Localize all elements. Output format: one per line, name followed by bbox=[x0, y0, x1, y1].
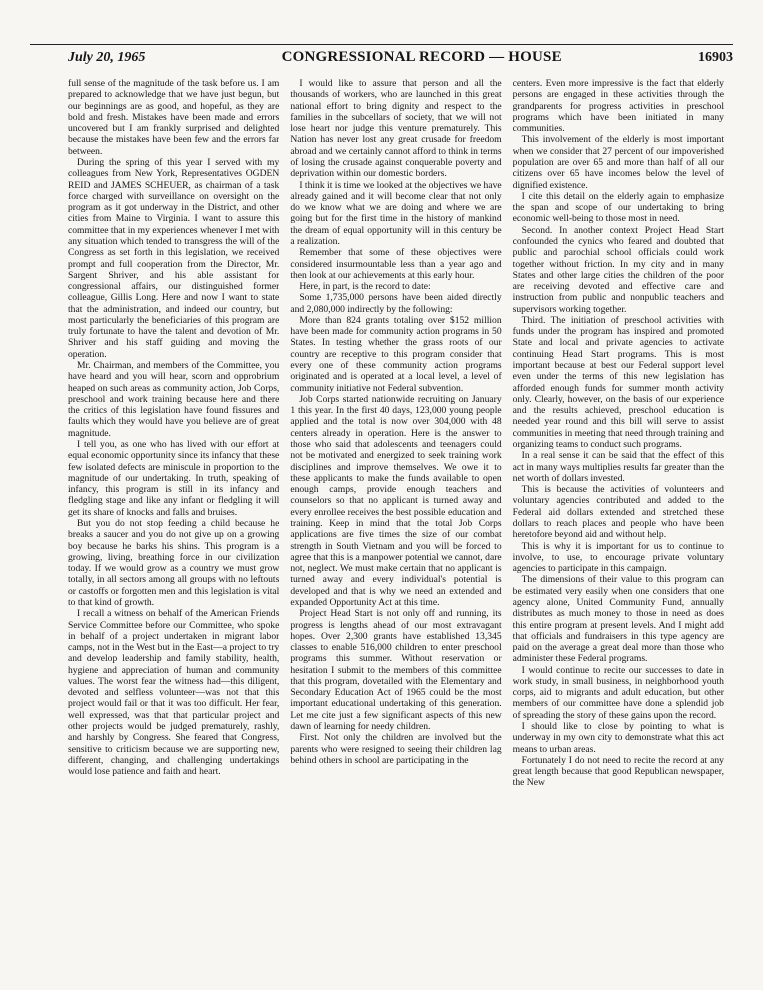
paragraph: More than 824 grants totaling over $152 million have been made for community action programs in 50 States. In testing whether the grass roots of our country are receptive to this program consider that every one of these community action programs originated and is operated at a local level, a level of community initiative not Federal subvention. bbox=[290, 314, 502, 394]
paragraph: I recall a witness on behalf of the American Friends Service Committee before our Committee, who spoke in behalf of a project undertaken in migrant labor camps, not in the West but in the East—a project to try and develop leadership and family stability, health, hygiene and appreciation of human and community values. The worst fear the witness had—this diligent, devoted and selfless volunteer—was not that this project would fail or that it was too difficult. Her fear, well expressed, was that that particular project and other projects would be judged prematurely, rashly, and harshly by Congress. She feared that Congress, sensitive to criticism because we are supporting new, different, changing, and challenging undertakings would lose patience and faith and heart. bbox=[68, 608, 280, 778]
paragraph: This is why it is important for us to continue to involve, to use, to encourage private voluntary agencies to participate in this campaign. bbox=[512, 540, 724, 575]
paragraph: I tell you, as one who has lived with our effort at equal economic opportunity since its infancy that these few isolated defects are miniscule in proportion to the magnitude of our undertaking. In truth, speaking of infancy, this program is still in its infancy and fledgling stage and like any infant or fledgling it will get its share of knocks and falls and bruises. bbox=[68, 439, 280, 518]
paragraph: This is because the activities of volunteers and voluntary agencies contributed and added to the Federal aid dollars extended and stretched these dollars to reach places and people who have been heretofore beyond aid and without help. bbox=[512, 484, 724, 541]
paragraph: I would like to assure that person and all the thousands of workers, who are launched in this great national effort to bring dignity and respect to the families in the subcellars of society, that we will not lose heart nor judge this venture prematurely. This Nation has never lost any great crusade for freedom abroad and we certainly cannot afford to think in terms of losing the crusade against conquerable poverty and deprivation within our domestic borders. bbox=[290, 78, 502, 180]
paragraph: This involvement of the elderly is most important when we consider that 27 percent of our impoverished population are over 65 and more than half of all our citizens over 65 have incomes below the level of dignified existence. bbox=[512, 134, 724, 191]
paragraph: First. Not only the children are involved but the parents who were resigned to seeing their children lag behind others in school are participating in the bbox=[290, 732, 502, 766]
paragraph: Job Corps started nationwide recruiting on January 1 this year. In the first 40 days, 123,000 young people applied and the total is now over 304,000 with 48 centers already in operation. Here is the answer to those who said that adolescents and teenagers could not be motivated and energized to seek training work disciplines and improve themselves. We owe it to these applicants to make the funds available to open enough camps, provide enough teachers and counselors so that no applicant is turned away and every enrollee receives the best possible education and training. Keep in mind that the total Job Corps applications are five times the size of our combat strength in South Vietnam and you will be forced to agree that this is a manpower potential we cannot, dare not, neglect. We must make certain that no applicant is turned away and every individual's potential is developed and that is why we need an extended and expanded Opportunity Act at this time. bbox=[290, 393, 502, 608]
paragraph: Second. In another context Project Head Start confounded the cynics who feared and doubted that public and parochial school officials could work together without friction. In my city and in many States and other large cities the children of the poor are receiving devoted and effective care and instruction from public and nonpublic teachers and supervisors working together. bbox=[512, 224, 724, 315]
text-columns bbox=[68, 78, 724, 978]
paragraph: Fortunately I do not need to recite the record at any great length because that good Republican newspaper, the New bbox=[512, 754, 724, 789]
top-rule bbox=[30, 44, 733, 45]
paragraph: The dimensions of their value to this program can be estimated very easily when one considers that one agency alone, United Community Fund, annually distributes as much money to those in need as does this entire program at present levels. And I might add that officials and fundraisers in this type agency are paid on the average a great deal more than those who administer these Federal programs. bbox=[512, 574, 724, 665]
column-2 bbox=[290, 78, 501, 978]
paragraph: In a real sense it can be said that the effect of this act in many ways multiplies results far greater than the net worth of dollars invested. bbox=[512, 450, 724, 484]
paragraph: But you do not stop feeding a child because he breaks a saucer and you do not give up on a growing boy because he barks his shins. This program is a growing, living, breathing force in our civilization today. If we would grow as a country we must grow totally, in all sectors among all groups with no leftouts or castoffs or forgotten men and this legislation is vital to that kind of growth. bbox=[68, 517, 280, 608]
paragraph: Project Head Start is not only off and running, its progress is lengths ahead of our most extravagant hopes. Over 2,300 grants have established 13,345 classes to enable 516,000 children to enter preschool programs this summer. Without reservation or hesitation I submit to the members of this committee that this program, dovetailed with the Elementary and Secondary Education Act of 1965 could be the most important educational undertaking of this generation. Let me cite just a few significant aspects of this new dawn of learning for needy children. bbox=[290, 608, 502, 733]
column-1 bbox=[68, 78, 279, 978]
page-header bbox=[68, 49, 733, 71]
paragraph: Third. The initiation of preschool activities with funds under the program has inspired and promoted State and local and private agencies to activate continuing Head Start programs. This is most important because at best our Federal support level even under the terms of this new legislation has afforded enough funds for summer month activity only. Clearly, however, on the basis of our experience and the results achieved, preschool education is needed year round and this bill will serve to assist communities in meeting that need through training and organizing teams to conduct such programs. bbox=[512, 314, 724, 450]
paragraph: Remember that some of these objectives were considered insurmountable less than a year ago and then look at our achievements at this early hour. bbox=[290, 247, 502, 281]
paragraph: During the spring of this year I served with my colleagues from New York, Representatives OGDEN REID and JAMES SCHEUER, as chairman of a task force charged with surveillance on oversight on the program as it got underway in the District, and other cities from Maine to Virginia. I want to assure this committee that in my experiences whenever I met with any situation which tended to transgress the will of the Congress as set forth in this legislation, we received prompt and full cooperation from the Director, Mr. Sargent Shriver, and his able assistant for congressional affairs, our distinguished former colleague, Gillis Long. Here and now I want to state that the administration, and indeed our country, but most particularly the beneficiaries of this program are truly fortunate to have the talent and devotion of Mr. Shriver and his staff guiding and moving the operation. bbox=[68, 156, 280, 360]
paragraph: I would continue to recite our successes to date in work study, in small business, in neighborhood youth corps, aid to migrants and adult education, but other members of our committee have done a splendid job of spreading the story of these gains upon the record. bbox=[512, 664, 724, 721]
paragraph: Mr. Chairman, and members of the Committee, you have heard and you will hear, scorn and opprobrium heaped on such areas as community action, Job Corps, preschool and work training because here and there the critics of this legislation have found fissures and faults which they would have you believe are of great magnitude. bbox=[68, 360, 280, 439]
paragraph: I should like to close by pointing to what is underway in my own city to demonstrate what this act means to urban areas. bbox=[512, 721, 724, 755]
paragraph: centers. Even more impressive is the fact that elderly persons are engaged in these activities through the grandparents for progress activities in preschool programs which have been initiated in many communities. bbox=[512, 78, 724, 135]
paragraph: full sense of the magnitude of the task before us. I am prepared to acknowledge that we have just begun, but our beginnings are as good, and hopeful, as they are bold and fresh. Mistakes have been made and errors uncovered but I am frankly surprised and delighted because the mistakes have been few and the errors far between. bbox=[68, 78, 280, 157]
publication-title: CONGRESSIONAL RECORD — HOUSE bbox=[281, 49, 562, 65]
paragraph: Some 1,735,000 persons have been aided directly and 2,080,000 indirectly by the following: bbox=[290, 292, 502, 315]
page-number: 16903 bbox=[697, 50, 733, 65]
paragraph: Here, in part, is the record to date: bbox=[299, 281, 431, 293]
paragraph: I think it is time we looked at the objectives we have already gained and it will become clear that not only do we know what we are doing and where we are going but for the first time in the history of mankind the dream of equal opportunity will in this century be a realization. bbox=[290, 179, 502, 247]
column-3 bbox=[513, 78, 724, 978]
paragraph: I cite this detail on the elderly again to emphasize the span and scope of our undertaking to bring economic well-being to those most in need. bbox=[512, 190, 724, 225]
issue-date: July 20, 1965 bbox=[68, 50, 146, 65]
